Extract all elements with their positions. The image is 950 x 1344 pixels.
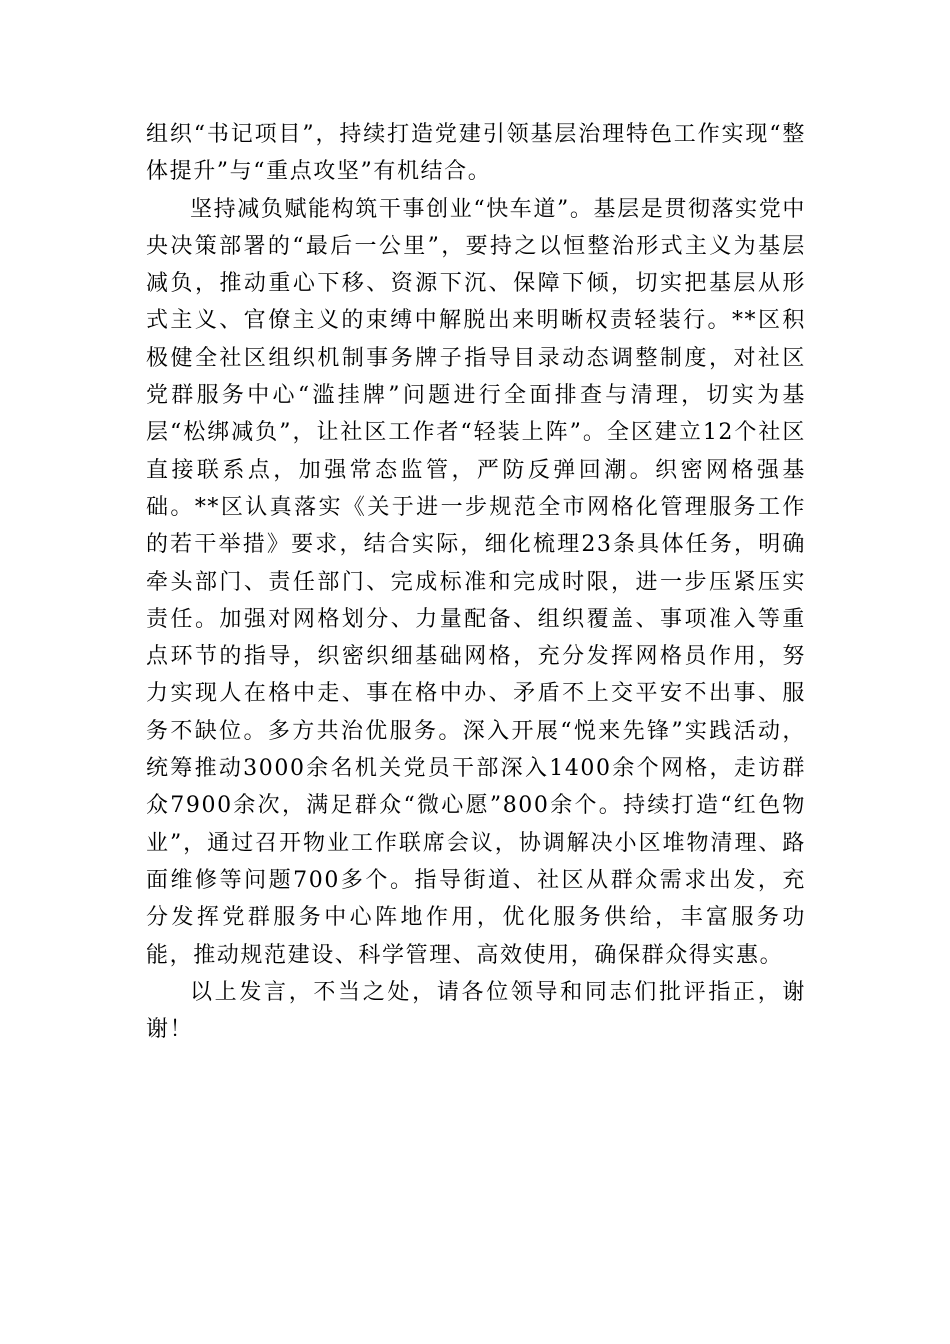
- document-body: [146, 116, 806, 1048]
- paragraph-closing: 以上发言，不当之处，请各位领导和同志们批评指正，谢谢！: [146, 979, 806, 1043]
- paragraph-reduce-burden: 坚持减负赋能构筑干事创业“快车道”。基层是贯彻落实党中央决策部署的“最后一公里”，要持之以恒整治形式主义为基层减负，推动重心下移、资源下沉、保障下倾，切实把基层从形式主义、官僚主义的束缚中解脱出来明晰权责轻装行。**区积极健全社区组织机制事务牌子指导目录动态调整制度，对社区党群服务中心“滥挂牌”问题进行全面排查与清理，切实为基层“松绑减负”，让社区工作者“轻装上阵”。全区建立12个社区直接联系点，加强常态监管，严防反弹回潮。织密网格强基础。**区认真落实《关于进一步规范全市网格化管理服务工作的若干举措》要求，结合实际，细化梳理23条具体任务，明确牵头部门、责任部门、完成标准和完成时限，进一步压紧压实责任。加强对网格划分、力量配备、组织覆盖、事项准入等重点环节的指导，织密织细基础网格，充分发挥网格员作用，努力实现人在格中走、事在格中办、矛盾不上交平安不出事、服务不缺位。多方共治优服务。深入开展“悦来先锋”实践活动，统筹推动3000余名机关党员干部深入1400余个网格，走访群众7900余次，满足群众“微心愿”800余个。持续打造“红色物业”，通过召开物业工作联席会议，协调解决小区堆物清理、路面维修等问题700多个。指导街道、社区从群众需求出发，充分发挥党群服务中心阵地作用，优化服务供给，丰富服务功能，推动规范建设、科学管理、高效使用，确保群众得实惠。: [146, 196, 806, 968]
- paragraph-continuation: 组织“书记项目”，持续打造党建引领基层治理特色工作实现“整体提升”与“重点攻坚”有机结合。: [146, 122, 806, 185]
